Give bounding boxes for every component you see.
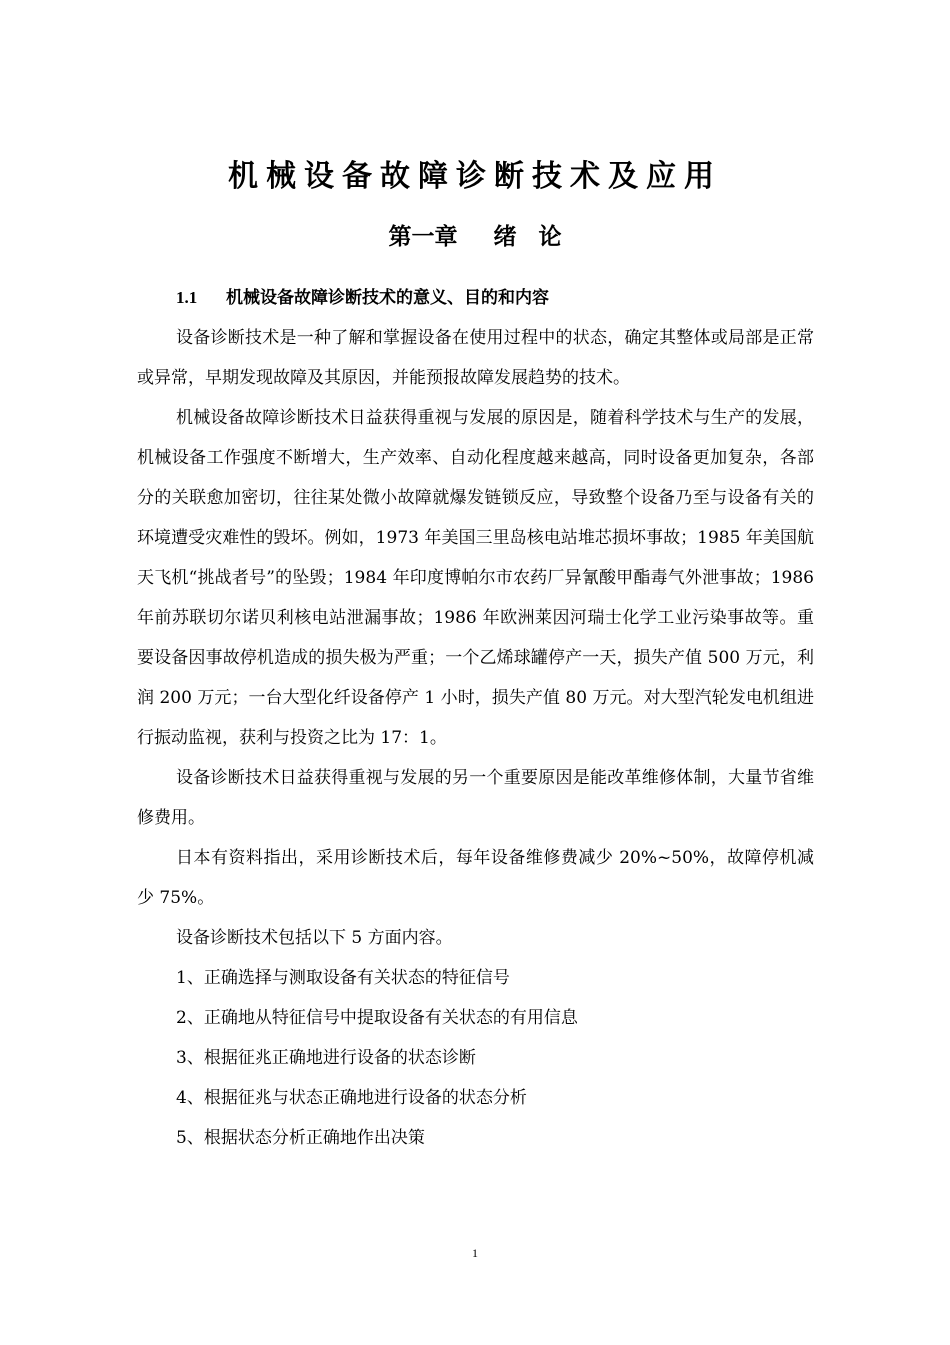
page-number: 1 <box>472 1246 478 1260</box>
chapter-title-part1: 绪 <box>493 224 517 250</box>
list-item: 1、正确选择与测取设备有关状态的特征信号 <box>176 968 510 988</box>
document-title: 机械设备故障诊断技术及应用 <box>228 159 722 194</box>
list-item: 3、根据征兆正确地进行设备的状态诊断 <box>176 1048 476 1068</box>
paragraph: 设备诊断技术是一种了解和掌握设备在使用过程中的状态，确定其整体或局部是正常或异常，早期发现故障及其原因，并能预报故障发展趋势的技术。 <box>137 328 814 388</box>
chapter-heading <box>0 220 950 254</box>
paragraph: 设备诊断技术包括以下 5 方面内容。 <box>176 928 453 948</box>
section-heading <box>176 284 549 312</box>
chapter-label: 第一章 <box>388 224 458 250</box>
list-item: 2、正确地从特征信号中提取设备有关状态的有用信息 <box>176 1008 578 1028</box>
paragraph: 机械设备故障诊断技术日益获得重视与发展的原因是，随着科学技术与生产的发展，机械设备工作强度不断增大，生产效率、自动化程度越来越高，同时设备更加复杂，各部分的关联愈加密切，往往某处微小故障就爆发链锁反应，导致整个设备乃至与设备有关的环境遭受灾难性的毁坏。例如，1973 年美国三里岛核电站堆芯损坏事故；1985 年美国航天飞机“挑战者号”的坠毁；1984 年印度博帕尔市农药厂异氰酸甲酯毒气外泄事故；1986 年前苏联切尔诺贝利核电站泄漏事故；1986 年欧洲莱因河瑞士化学工业污染事故等。重要设备因事故停机造成的损失极为严重；一个乙烯球罐停产一天，损失产值 500 万元，利润 200 万元；一台大型化纤设备停产 1 小时，损失产值 80 万元。对大型汽轮发电机组进行振动监视，获利与投资之比为 17：1。 <box>137 408 814 748</box>
chapter-title-part2: 论 <box>538 224 562 250</box>
section-number: 1.1 <box>176 288 198 307</box>
section-title: 机械设备故障诊断技术的意义、目的和内容 <box>226 288 549 308</box>
paragraph: 日本有资料指出，采用诊断技术后，每年设备维修费减少 20%~50%，故障停机减少 75%。 <box>137 848 814 908</box>
list-item: 5、根据状态分析正确地作出决策 <box>176 1128 425 1148</box>
list-item: 4、根据征兆与状态正确地进行设备的状态分析 <box>176 1088 527 1108</box>
body-text <box>137 318 814 1158</box>
paragraph: 设备诊断技术日益获得重视与发展的另一个重要原因是能改革维修体制，大量节省维修费用。 <box>137 768 814 828</box>
